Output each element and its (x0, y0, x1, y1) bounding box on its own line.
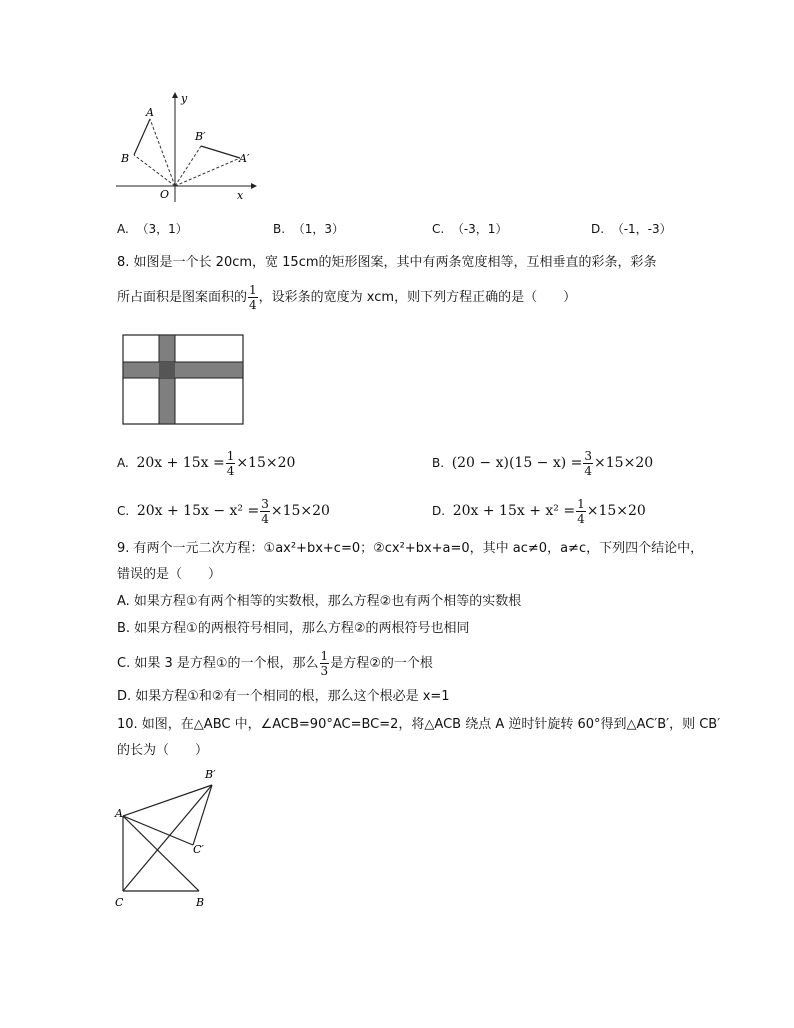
q7-option-d[interactable]: D. （-1，-3） (591, 222, 672, 236)
label-b: B (196, 896, 205, 909)
q7-coordinate-figure (113, 92, 258, 204)
y-axis-arrow (172, 92, 178, 98)
horizontal-stripe (123, 362, 243, 378)
label-c: C (115, 896, 124, 909)
q10-stem-line1: 10. 如图，在△ABC 中，∠ACB=90°AC=BC=2，将△ACB 绕点 A 逆时针旋转 60°得到△AC′B′，则 CB′ (117, 717, 721, 732)
q9-option-d[interactable]: D. 如果方程①和②有一个相同的根，那么这个根必是 x=1 (117, 689, 450, 704)
label-y: y (181, 92, 188, 105)
label-b-prime: B′ (205, 768, 216, 781)
q8-option-c[interactable]: C. 20x + 15x − x² = $\frac{3}{4}$ ×15×20 (117, 497, 330, 526)
segment-ab (123, 816, 199, 891)
label-a-prime: A′ (239, 152, 250, 165)
segment-ab (134, 119, 150, 155)
q9-option-a[interactable]: A. 如果方程①有两个相等的实数根，那么方程②也有两个相等的实数根 (117, 594, 522, 609)
q8-stem-line1: 8. 如图是一个长 20cm，宽 15cm的矩形图案，其中有两条宽度相等，互相垂直的彩条，彩条 (117, 255, 657, 270)
q8-fraction: $\frac{1}{4}$ (249, 283, 257, 312)
stripe-overlap (159, 362, 175, 378)
vertical-stripe (159, 335, 175, 424)
label-x: x (237, 189, 244, 202)
outer-rectangle (123, 335, 243, 424)
q8-option-d[interactable]: D. 20x + 15x + x² = $\frac{1}{4}$ ×15×20 (432, 497, 646, 526)
label-c-prime: C′ (193, 843, 204, 856)
q7-option-c[interactable]: C. （-3，1） (432, 222, 508, 236)
x-axis-arrow (251, 183, 257, 189)
q9-option-c[interactable]: C. 如果 3 是方程①的一个根，那么 $\frac{1}{3}$ 是方程②的一个根 (117, 649, 433, 678)
q8-option-a[interactable]: A. 20x + 15x = $\frac{1}{4}$ ×15×20 (117, 449, 296, 478)
q7-option-a[interactable]: A. （3，1） (117, 222, 188, 236)
q9-stem-line1: 9. 有两个一元二次方程：①ax²+bx+c=0；②cx²+bx+a=0，其中 ac≠0，a≠c，下列四个结论中， (117, 541, 704, 556)
q8-option-b[interactable]: B. (20 − x)(15 − x) = $\frac{3}{4}$ ×15×20 (432, 449, 654, 478)
label-o: O (160, 188, 170, 201)
q10-stem-line2: 的长为（ ） (117, 743, 209, 758)
q8-stem-line2: 所占面积是图案面积的 $\frac{1}{4}$ ，设彩条的宽度为 xcm，则下列方程正确的是（ ） (117, 283, 577, 312)
q9-stem-line2: 错误的是（ ） (117, 567, 222, 582)
dashed-oaprime (175, 158, 240, 186)
segment-bprime-aprime (201, 146, 240, 158)
label-b-prime: B′ (195, 130, 206, 143)
q9-option-b[interactable]: B. 如果方程①的两根符号相同，那么方程②的两根符号也相同 (117, 621, 470, 636)
label-b: B (121, 152, 130, 165)
q10-triangle-figure (112, 766, 227, 910)
label-a: A (115, 807, 123, 820)
dashed-obprime (175, 146, 201, 186)
label-a: A (146, 106, 154, 119)
segment-cprime-bprime (193, 785, 212, 845)
q7-option-b[interactable]: B. （1，3） (273, 222, 344, 236)
q8-rectangle-figure (122, 334, 246, 427)
